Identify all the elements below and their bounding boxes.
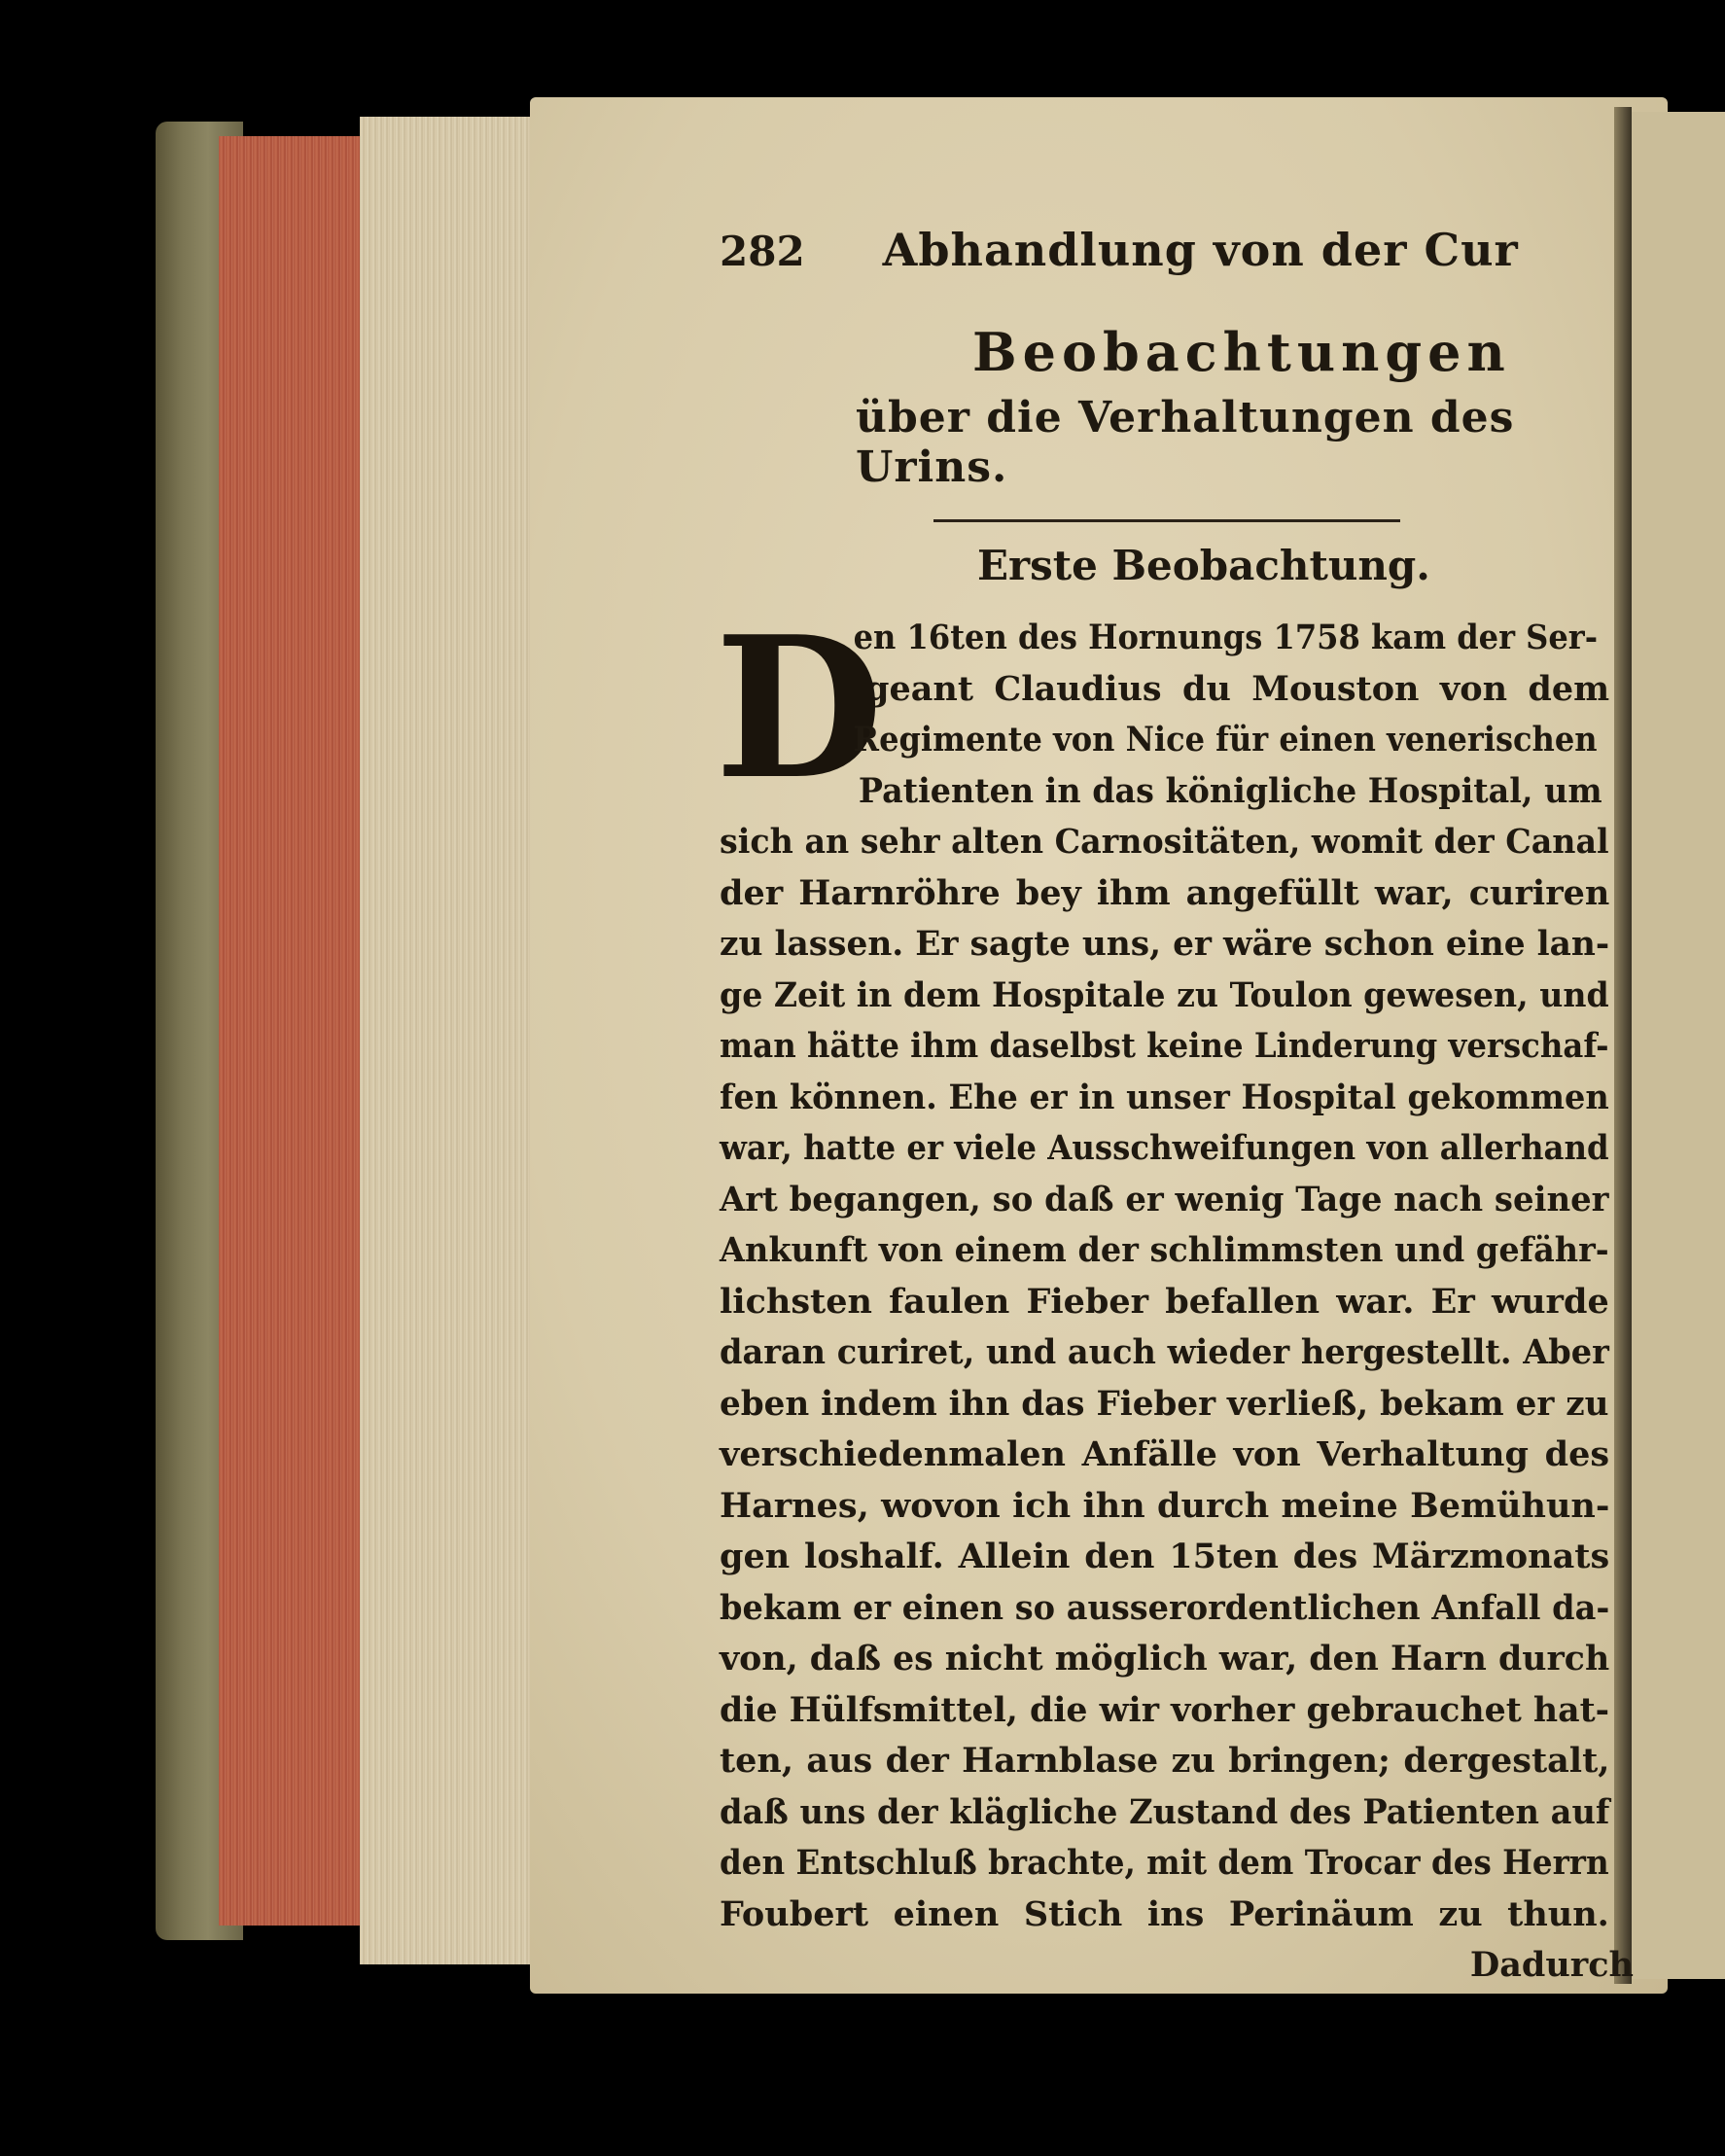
book-page-edges [219, 136, 365, 1926]
text-line: Art begangen, so daß er wenig Tage nach seiner [720, 1179, 1609, 1219]
text-line: gen loshalf. Allein den 15ten des Märzmonats [720, 1537, 1610, 1576]
text-line: en 16ten des Hornungs 1758 kam der Ser- [853, 618, 1599, 657]
text-line: Foubert einen Stich ins Perinäum zu thun. [720, 1893, 1609, 1934]
text-line: sich an sehr alten Carnositäten, womit der Canal [720, 822, 1609, 862]
text-line: von, daß es nicht möglich war, den Harn durch [720, 1639, 1610, 1679]
facing-page [1632, 112, 1725, 1979]
catchword: Dadurch [1469, 1945, 1634, 1985]
body-text [715, 594, 1634, 1992]
text-line: ge Zeit in dem Hospitale zu Toulon gewesen, und [720, 974, 1609, 1015]
text-line: Regimente von Nice für einen venerischen [853, 720, 1598, 760]
running-head: Abhandlung von der Cur [882, 224, 1519, 276]
divider-rule [933, 519, 1400, 522]
text-line: fen können. Ehe er in unser Hospital gekommen [720, 1077, 1609, 1117]
page-title: Beobachtungen [972, 321, 1511, 383]
text-line: eben indem ihn das Fieber verließ, bekam er zu [720, 1383, 1609, 1424]
page-header [720, 224, 1634, 282]
page-stack [360, 117, 535, 1964]
text-line: lichsten faulen Fieber befallen war. Er wurde [720, 1281, 1609, 1322]
text-line: Harnes, wovon ich ihn durch meine Bemühun- [720, 1485, 1610, 1526]
text-line: ten, aus der Harnblase zu bringen; dergestalt, [720, 1741, 1610, 1781]
text-line: war, hatte er viele Ausschweifungen von allerhand [720, 1128, 1609, 1168]
text-line: Patienten in das königliche Hospital, um [858, 770, 1602, 811]
text-line: die Hülfsmittel, die wir vorher gebrauchet hat- [720, 1689, 1610, 1730]
text-line: den Entschluß brachte, mit dem Trocar des Herrn [720, 1843, 1609, 1883]
text-line: daß uns der klägliche Zustand des Patienten auf [720, 1791, 1610, 1832]
page-text [715, 224, 1634, 1992]
text-line: daran curiret, und auch wieder hergestellt. Aber [720, 1332, 1609, 1372]
text-line: geant Claudius du Mouston von dem [865, 668, 1610, 709]
text-line: Ankunft von einem der schlimmsten und gefähr- [720, 1230, 1609, 1270]
text-line: verschiedenmalen Anfälle von Verhaltung des [720, 1434, 1610, 1474]
text-line: der Harnröhre bey ihm angefüllt war, curiren [720, 872, 1610, 913]
section-title: Erste Beobachtung. [977, 542, 1430, 589]
drop-cap: D [715, 594, 884, 823]
text-line: zu lassen. Er sagte uns, er wäre schon eine lan- [720, 924, 1610, 964]
page-number: 282 [720, 228, 805, 275]
text-line: man hätte ihm daselbst keine Linderung verschaf- [720, 1026, 1609, 1066]
page-subtitle: über die Verhaltungen des Urins. [856, 393, 1515, 492]
text-line: bekam er einen so ausserordentlichen Anfall da- [720, 1587, 1610, 1628]
